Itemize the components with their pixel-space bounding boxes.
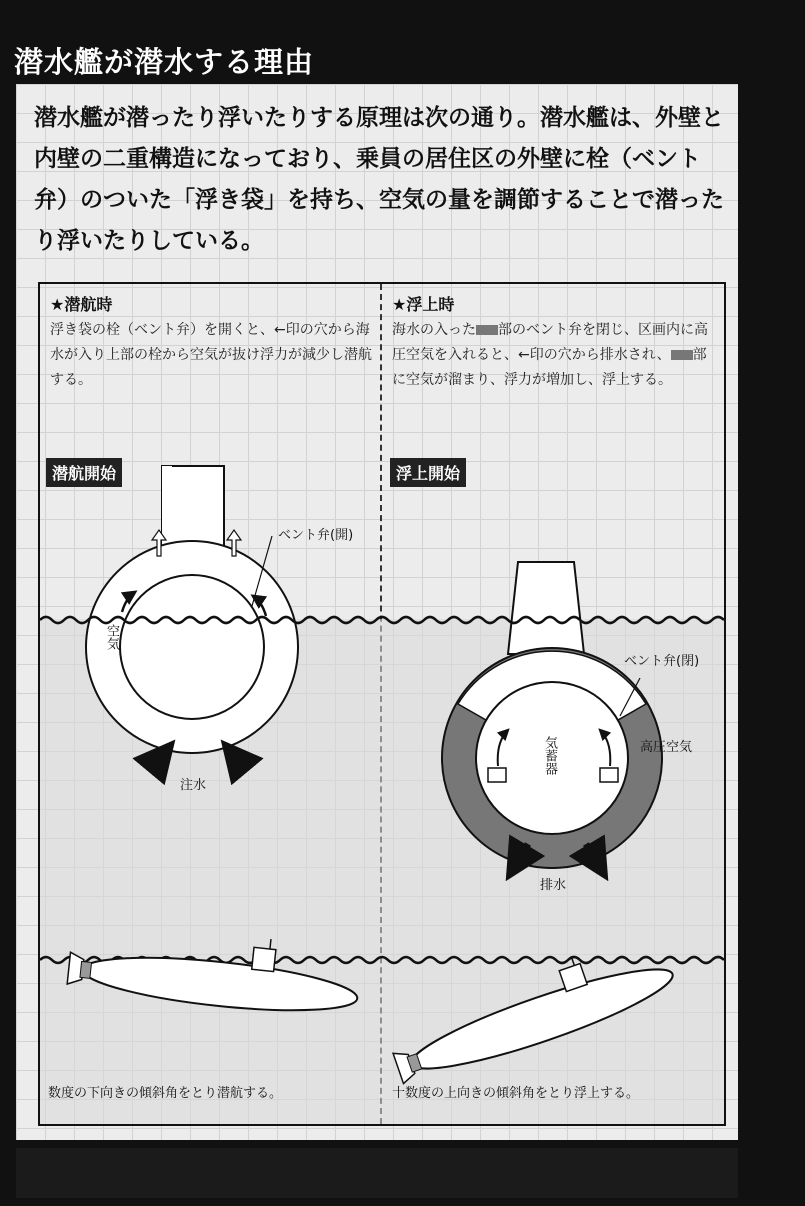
right-body-part1: 海水の入った [392,322,476,338]
air-tank-icon [488,768,506,782]
right-outflow-label: 排水 [540,878,567,893]
ballast-water-swatch [476,325,498,335]
right-tag: 浮上開始 [390,458,466,487]
page-title: 潜水艦が潜水する理由 [14,45,315,79]
diagram-panel [38,282,726,1126]
right-caption: 十数度の上向きの傾斜角をとり浮上する。 [392,1086,640,1101]
bottom-strip [16,1148,738,1198]
diagram-graphics [40,284,724,1124]
right-hp-air-label: 高圧空気 [640,740,693,755]
right-heading: ★浮上時 [392,295,455,314]
right-body-part2: 部のベント弁を閉じ、区画内に高圧空気を入れると、←印の穴から排水され、 [392,322,708,363]
air-tank-icon [600,768,618,782]
left-inflow-label: 注水 [180,778,207,793]
left-heading: ★潜航時 [50,295,113,314]
right-body-part3: 部に空気が溜まり、浮力が増加し、浮上する。 [392,347,707,388]
diagram-page [16,84,738,1140]
right-vent-label: ベント弁(閉) [624,654,700,669]
right-tank-label: 気蓄器 [542,736,557,775]
left-tag: 潜航開始 [46,458,122,487]
left-body: 浮き袋の栓（ベント弁）を開くと、←印の穴から海水が入り上部の栓から空気が抜け浮力が減少し潜航する。 [50,322,372,388]
left-air-label: 空気 [104,624,119,650]
ballast-water-swatch [671,350,693,360]
left-vent-label: ベント弁(開) [278,528,354,543]
intro-text: 潜水艦が潜ったり浮いたりする原理は次の通り。潜水艦は、外壁と内壁の二重構造になっており、乗員の居住区の外壁に栓（ベント弁）のついた「浮き袋」を持ち、空気の量を調節することで潜ったり浮いたりしている。 [34,105,724,254]
right-body [392,318,718,393]
left-inner-hull [120,575,264,719]
right-sail [508,562,584,654]
left-caption: 数度の下向きの傾斜角をとり潜航する。 [48,1086,283,1101]
